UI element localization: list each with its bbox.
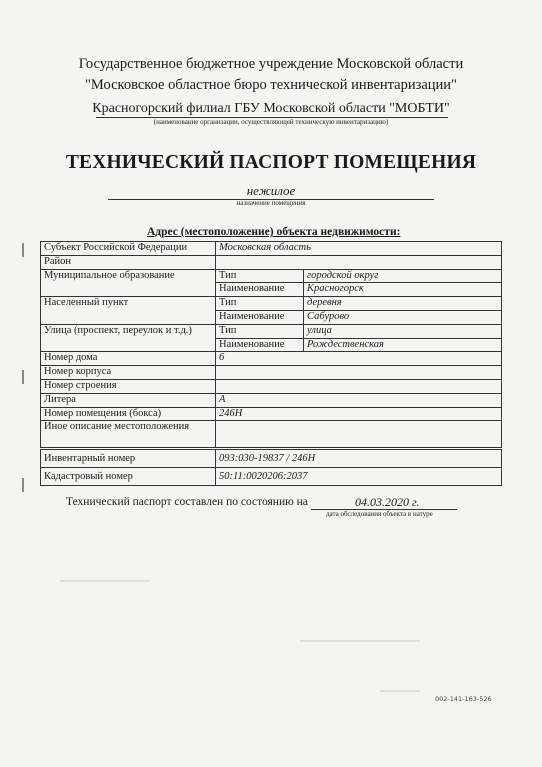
name-label: Наименование [216,310,304,324]
bleed-through-mark [60,580,150,582]
org-name-line1: Государственное бюджетное учреждение Московской области [78,56,464,72]
binding-mark [22,243,24,257]
binding-mark [22,478,24,492]
table-row [41,255,502,269]
bleed-through-mark [380,690,420,692]
table-row [41,269,502,283]
premise-kind-caption: назначение помещения [236,199,306,207]
table-row [41,468,502,486]
building-label: Номер корпуса [41,366,216,380]
org-name-line2: "Московское областное бюро технической инвентаризации" [85,77,457,93]
table-row [41,393,502,407]
stamp-number: 002-141-163-526 [435,695,492,703]
room-value: 246Н [216,407,502,421]
numbers-table [40,449,502,486]
table-row [41,379,502,393]
name-label: Наименование [216,283,304,297]
street-type-value: улица [304,324,502,338]
table-row [41,324,502,338]
type-label: Тип [216,324,304,338]
house-label: Номер дома [41,352,216,366]
table-row [41,421,502,448]
survey-date: 04.03.2020 г. [355,495,420,509]
municipality-label: Муниципальное образование [41,269,216,297]
binding-mark [22,370,24,384]
settlement-type-value: деревня [304,297,502,311]
other-location-label: Иное описание местоположения [41,421,216,448]
bleed-through-mark [300,640,420,642]
street-label: Улица (проспект, переулок и т.д.) [41,324,216,352]
structure-label: Номер строения [41,379,216,393]
district-label: Район [41,255,216,269]
inventory-number-label: Инвентарный номер [41,450,216,468]
building-value [216,366,502,380]
settlement-name-value: Сабурово [304,310,502,324]
structure-value [216,379,502,393]
table-row [41,242,502,256]
org-caption: (наименование организации, осуществляющей техническую инвентаризацию) [153,118,389,126]
table-row [41,450,502,468]
house-value: 6 [216,352,502,366]
address-heading: Адрес (местоположение) объекта недвижимости: [147,226,401,238]
table-row [41,297,502,311]
address-table [40,241,502,448]
premise-kind: нежилое [246,183,296,198]
org-branch-line: Красногорский филиал ГБУ Московской области "МОБТИ" [92,101,450,116]
state-statement: Технический паспорт составлен по состоянию на [66,496,308,508]
settlement-label: Населенный пункт [41,297,216,325]
table-row [41,407,502,421]
subject-value: Московская область [216,242,502,256]
name-label: Наименование [216,338,304,352]
municipality-type-value: городской округ [304,269,502,283]
type-label: Тип [216,297,304,311]
street-name-value: Рождественская [304,338,502,352]
inventory-number-value: 093:030-19837 / 246Н [216,450,502,468]
room-label: Номер помещения (бокса) [41,407,216,421]
other-location-value [216,421,502,448]
litera-label: Литера [41,393,216,407]
cadastral-number-value: 50:11:0020206:2037 [216,468,502,486]
municipality-name-value: Красногорск [304,283,502,297]
table-row [41,366,502,380]
survey-date-caption: дата обследования объекта в натуре [326,510,433,518]
subject-label: Субъект Российской Федерации [41,242,216,256]
cadastral-number-label: Кадастровый номер [41,468,216,486]
district-value [216,255,502,269]
type-label: Тип [216,269,304,283]
document-title: ТЕХНИЧЕСКИЙ ПАСПОРТ ПОМЕЩЕНИЯ [65,152,477,173]
litera-value: А [216,393,502,407]
table-row [41,352,502,366]
